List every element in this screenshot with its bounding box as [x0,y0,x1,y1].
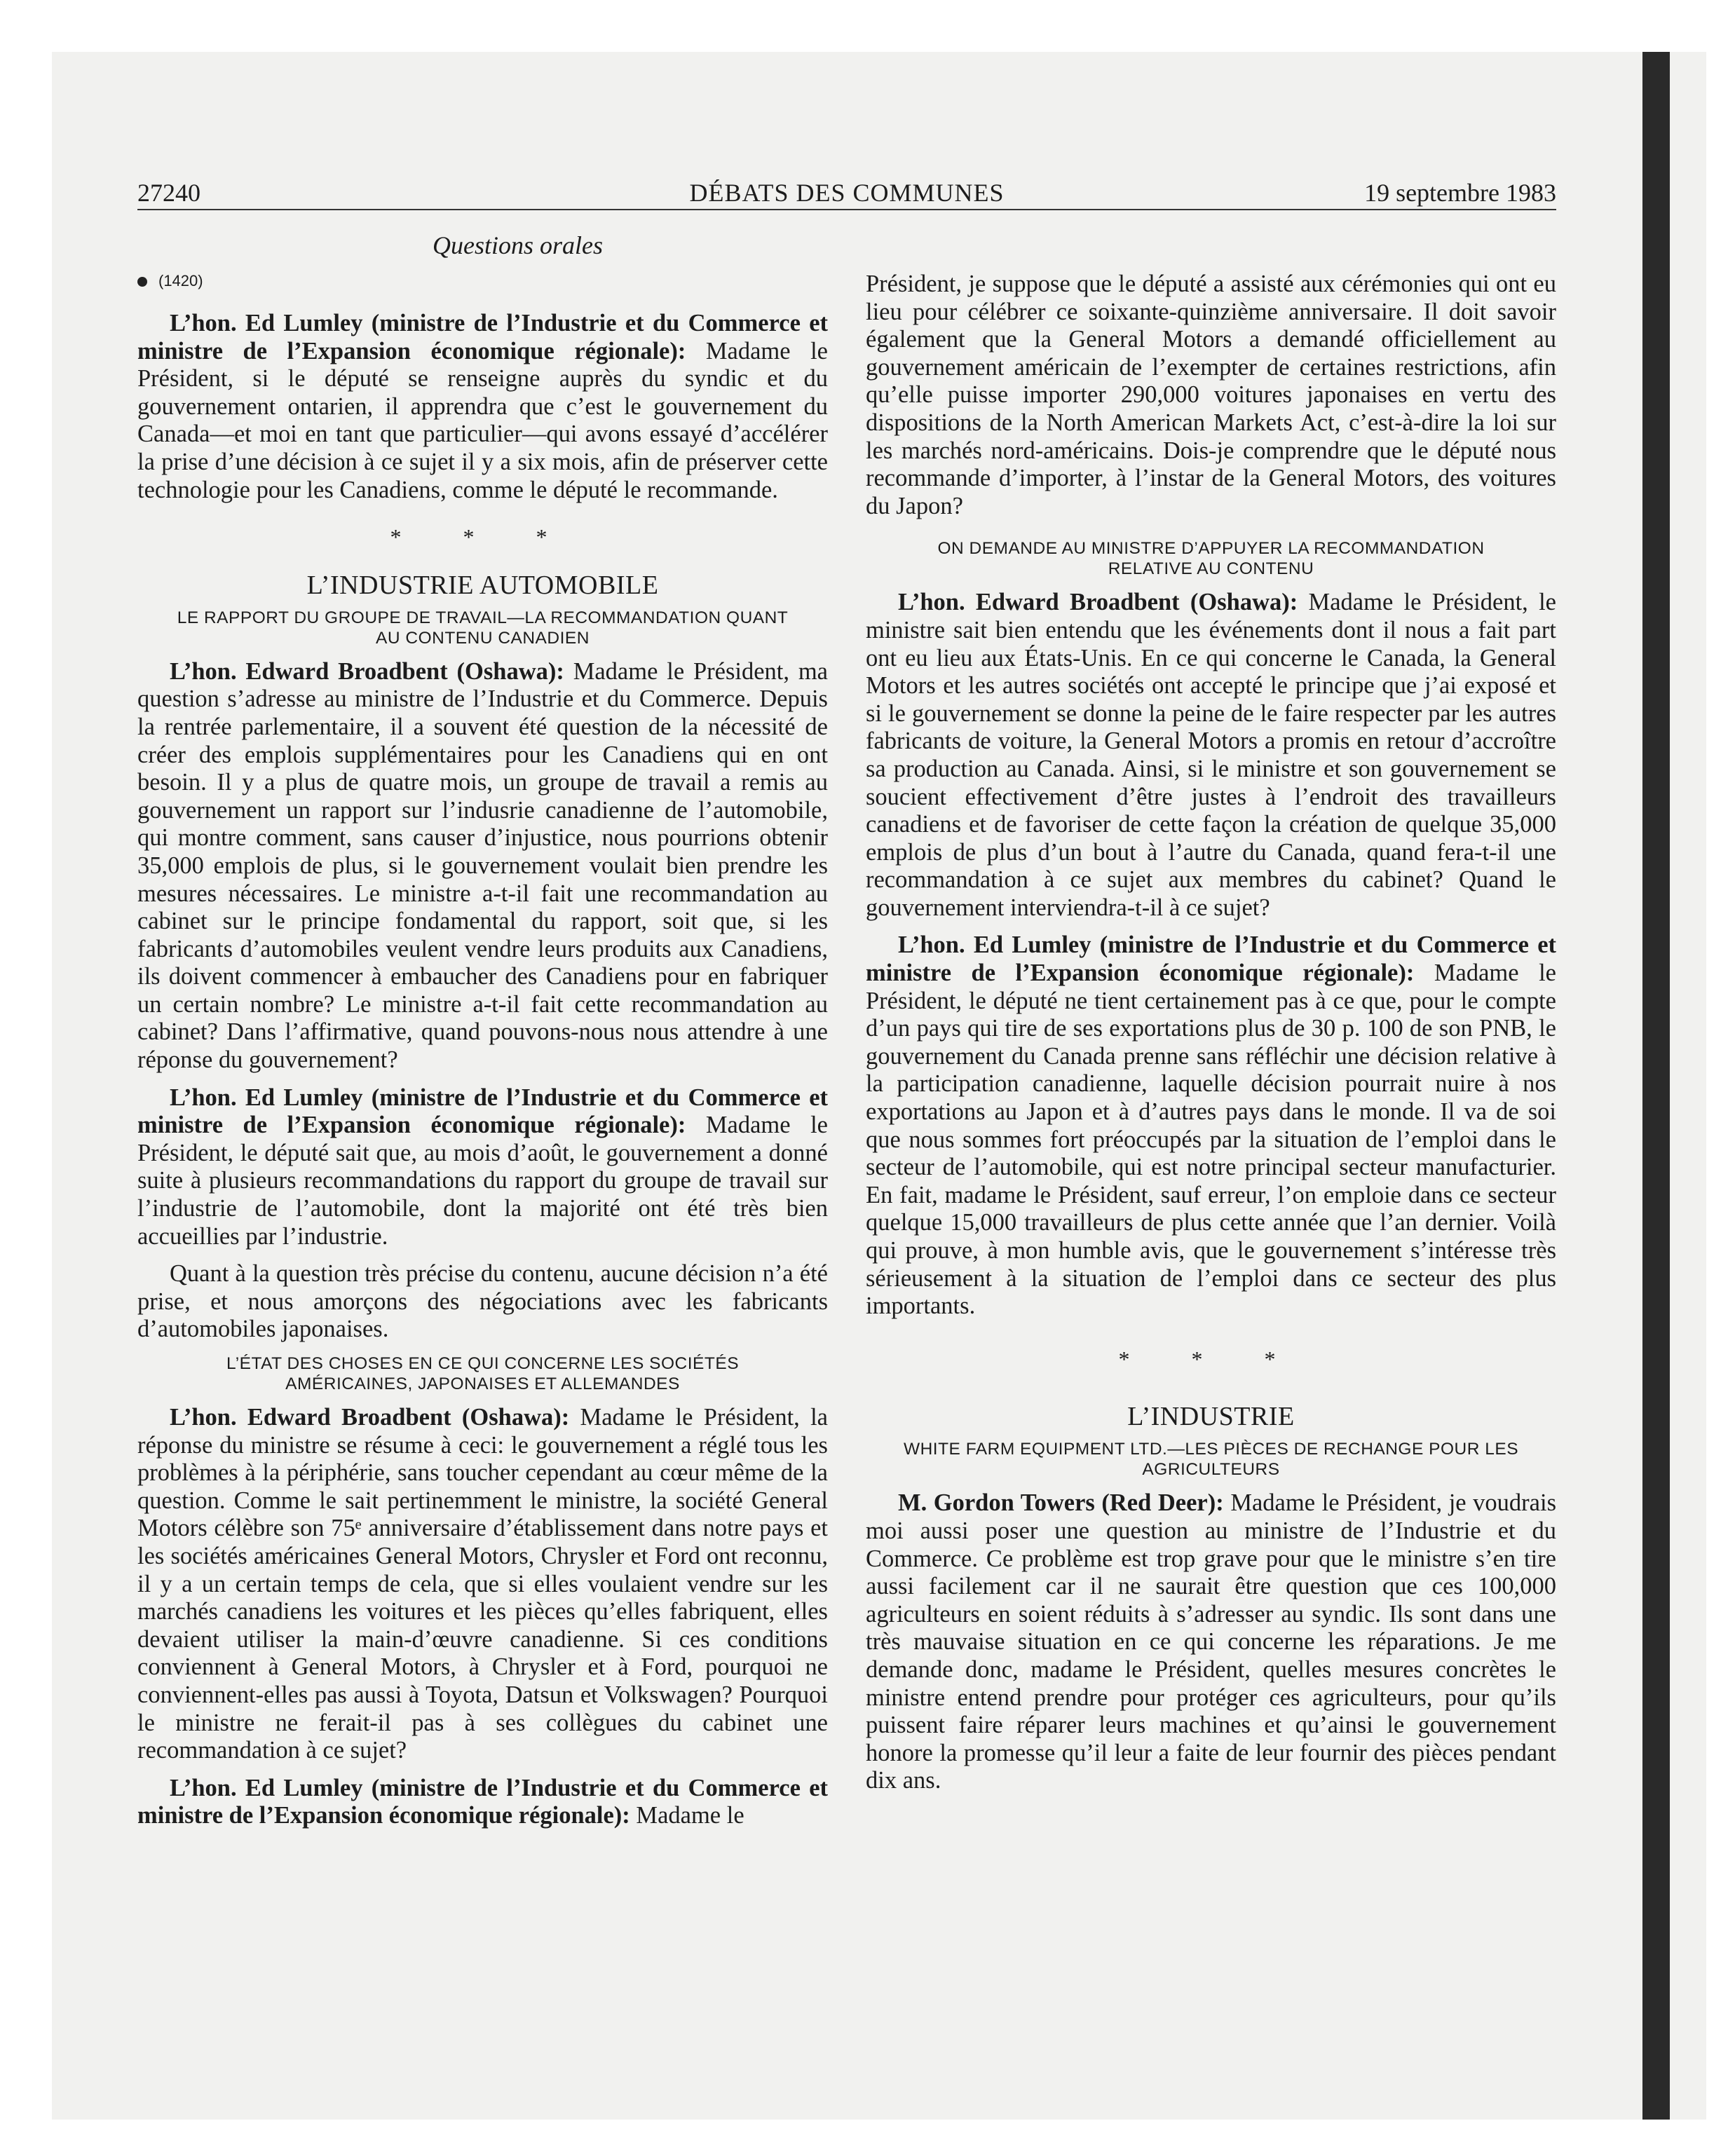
publication-title: DÉBATS DES COMMUNES [689,179,1005,207]
speech-text: Madame le Président, si le député se renseigne auprès du syndic et du gouvernement ontarien, il apprendra que c’est le gouvernement du Canada—et moi en tant que particulier—qui avons essayé d’accélérer la prise d’une décision à ce sujet il y a six mois, afin de préserver cette technologie pour les Canadiens, comme le député le recommande. [137,337,828,503]
paragraph [866,932,1556,1320]
section-title: Questions orales [433,231,603,259]
speech-text: Madame le Président, le député sait que, au mois d’août, le gouvernement a donné suite à plusieurs recommandations du rapport du groupe de travail sur l’industrie de l’automobile, dont la majorité ont été très bien accueillies par l’industrie. [137,1112,828,1250]
speech-text: Madame le [630,1802,744,1829]
paragraph [137,1404,828,1765]
paragraph [866,589,1556,922]
paragraph [137,658,828,1074]
speech-text: Madame le Président, je voudrais moi aussi poser une question au ministre de l’Industrie et du Commerce. Ce problème est trop grave pour que le ministre s’en tire aussi facilement car il ne saurait être question que ces 100,000 agriculteurs en soient réduits à s’adresser au syndic. Ils sont dans une très mauvaise situation en ce qui concerne les réparations. Je me demande donc, madame le Président, quelles mesures concrètes le ministre entend prendre pour protéger ces agriculteurs, pour qu’ils puissent faire réparer leurs machines et qu’ainsi le gouvernement honore la promesse qu’il leur a faite de leur fournir des pièces pendant dix ans. [866,1489,1556,1794]
speech-text: Madame le Président, ma question s’adresse au ministre de l’Industrie et du Commerce. Depuis la rentrée parlementaire, il a souvent été question de la nécessité de créer des emplois supplémentaires pour les Canadiens qui en ont besoin. Il y a plus de quatre mois, un groupe de travail a remis au gouvernement un rapport sur l’indusrie canadienne de l’automobile, qui montre comment, sans causer d’injustice, nous pourrions obtenir 35,000 emplois de plus, si le gouvernement voulait bien prendre les mesures nécessaires. Le ministre a-t-il fait une recommandation au cabinet sur le principe fondamental du rapport, soit que, si les fabricants d’automobiles veulent vendre leurs produits aux Canadiens, ils doivent commencer à embaucher des Canadiens pour en fabriquer un certain nombre? Le ministre a-t-il fait cette recommandation au cabinet? Dans l’affirmative, quand pouvons-nous nous attendre à une réponse du gouvernement? [137,657,828,1074]
paragraph [137,1084,828,1251]
section-separator: * * * [1118,1346,1304,1372]
speaker: L’hon. Ed Lumley (ministre de l’Industrie et du Commerce et ministre de l’Expansion économique régionale): [137,1774,828,1829]
topic-heading: L’INDUSTRIE [1127,1402,1295,1432]
topic-subheading: ON DEMANDE AU MINISTRE D’APPUYER LA RECOMMANDATION RELATIVE AU CONTENU [937,539,1485,579]
bullet-icon [137,277,147,287]
speaker: L’hon. Edward Broadbent (Oshawa): [170,657,564,685]
paragraph [137,310,828,504]
topic-subheading: LE RAPPORT DU GROUPE DE TRAVAIL—LA RECOMMANDATION QUANT AU CONTENU CANADIEN [177,608,789,648]
speaker: L’hon. Edward Broadbent (Oshawa): [898,589,1298,616]
speaker: L’hon. Ed Lumley (ministre de l’Industrie et du Commerce et ministre de l’Expansion économique régionale): [137,310,828,364]
section-separator: * * * [390,524,576,550]
paragraph: Président, je suppose que le député a assisté aux cérémonies qui ont eu lieu pour célébrer ce soixante-quinzième anniversaire. Il doit savoir également que la General Motors a demandé officiellement au gouvernement américain de l’exempter de certaines restrictions, afin qu’elle puisse importer 290,000 voitures japonaises en vertu des dispositions de la North American Markets Act, c’est-à-dire la loi sur les marchés nord-américains. Dois-je comprendre que le député nous recommande d’importer, à l’instar de la General Motors, des voitures du Japon? [866,271,1556,519]
speaker: M. Gordon Towers (Red Deer): [898,1489,1224,1517]
paragraph [866,1489,1556,1795]
header-rule [137,209,1556,210]
issue-date: 19 septembre 1983 [1364,179,1556,207]
topic-subheading: L’ÉTAT DES CHOSES EN CE QUI CONCERNE LES SOCIÉTÉS AMÉRICAINES, JAPONAISES ET ALLEMANDES [226,1354,740,1393]
paragraph [137,1775,828,1830]
timestamp [137,271,828,292]
topic-subheading: WHITE FARM EQUIPMENT LTD.—LES PIÈCES DE RECHANGE POUR LES AGRICULTEURS [903,1440,1519,1480]
speech-text: Madame le Président, le ministre sait bien entendu que les événements dont il nous a fait part ont eu lieu aux États-Unis. En ce qui concerne le Canada, la General Motors et les autres sociétés ont accepté le principe que j’ai exposé et si le gouvernement se donne la peine de le faire respecter par les autres fabricants de voiture, la General Motors a promis en retour d’accroître sa production au Canada. Ainsi, si le ministre et son gouvernement se soucient effectivement d’être justes à l’endroit des travailleurs canadiens et de favoriser de cette façon la création de quelque 35,000 emplois de plus d’un bout à l’autre du Canada, quand fera-t-il une recommandation à ce sujet aux membres du cabinet? Quand le gouvernement interviendra-t-il à ce sujet? [866,589,1556,921]
running-header [137,177,1556,209]
speech-text: Madame le Président, la réponse du ministre se résume à ceci: le gouvernement a réglé tous les problèmes à la périphérie, sans toucher cependant au cœur même de la question. Comme le sait pertinemment le ministre, la société General Motors célèbre son 75ᵉ anniversaire d’établissement dans notre pays et les sociétés américaines General Motors, Chrysler et Ford ont reconnu, il y a un certain temps de cela, que si elles voulaient vendre sur les marchés canadiens les voitures et les pièces qu’elles fabriquent, elles devaient utiliser la main-d’œuvre canadienne. Si ces conditions conviennent à General Motors, à Chrysler et à Ford, pourquoi ne conviennent-elles pas aussi à Toyota, Datsun et Volkswagen? Pourquoi le ministre ne ferait-il pas à ses collègues du cabinet une recommandation à ce sujet? [137,1404,828,1764]
speech-text: Madame le Président, le député ne tient certainement pas à ce que, pour le compte d’un pays qui tire de ses exportations plus de 30 p. 100 de son PNB, le gouvernement du Canada prenne sans réfléchir une décision relative à la participation canadienne, laquelle décision pourrait nuire à nos exportations au Japon et à d’autres pays dans le monde. Il va de soi que nous sommes fort préoccupés par la situation de l’emploi dans le secteur de l’automobile, qui est notre principal secteur manufacturier. En fait, madame le Président, sauf erreur, l’on emploie dans ce secteur quelque 15,000 travailleurs de plus cette année que l’an dernier. Voilà qui prouve, à mon humble avis, que le gouvernement s’intéresse très sérieusement à la situation de l’emploi dans ce secteur des plus importants. [866,960,1556,1320]
paragraph: Quant à la question très précise du contenu, aucune décision n’a été prise, et nous amorçons des négociations avec les fabricants d’automobiles japonaises. [137,1260,828,1343]
page-number: 27240 [137,179,200,207]
topic-heading: L’INDUSTRIE AUTOMOBILE [306,570,659,600]
scan-binding-edge [1642,52,1670,2120]
speaker: L’hon. Ed Lumley (ministre de l’Industrie et du Commerce et ministre de l’Expansion économique régionale): [137,1084,828,1139]
right-column [866,231,1556,1805]
timestamp-text: (1420) [158,272,203,289]
speaker: L’hon. Edward Broadbent (Oshawa): [170,1404,570,1431]
speaker: L’hon. Ed Lumley (ministre de l’Industrie et du Commerce et ministre de l’Expansion économique régionale): [866,932,1556,987]
left-column [137,231,828,1840]
